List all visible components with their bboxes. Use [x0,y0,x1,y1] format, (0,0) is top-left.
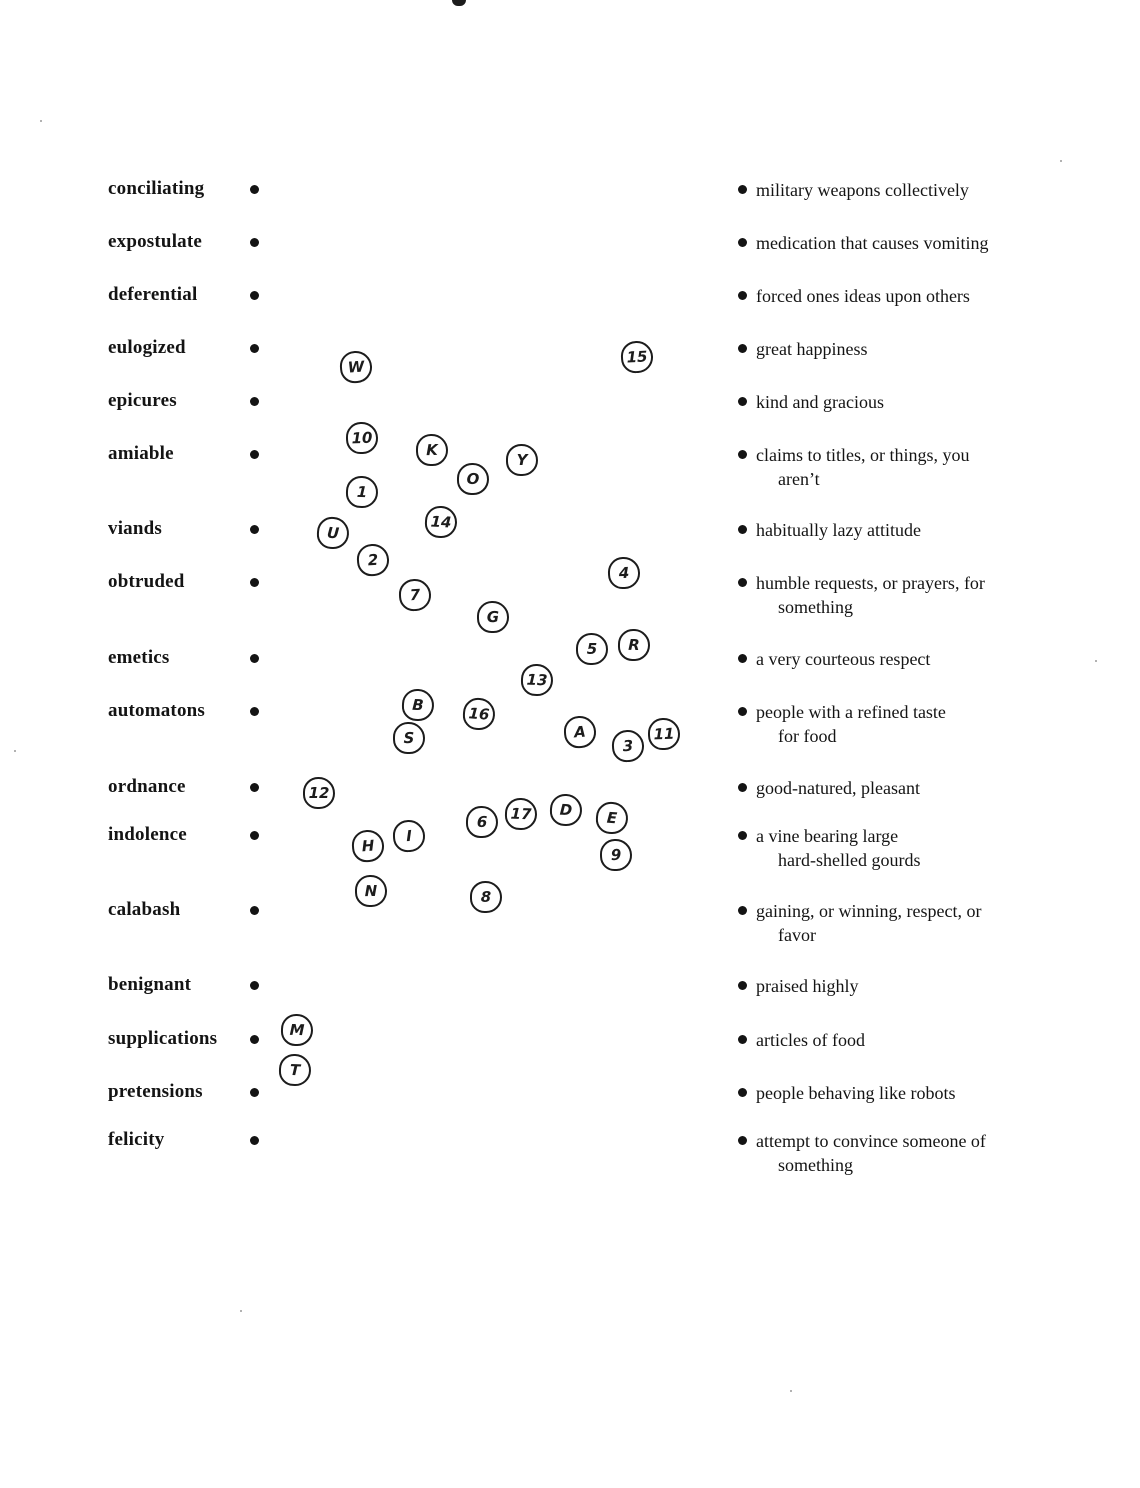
answer-mark: O [457,463,490,496]
answer-mark: W [339,350,373,384]
answer-mark: K [416,434,449,467]
definition-line1: kind and gracious [756,392,884,412]
definition-text [756,824,1056,872]
definition-line2: favor [778,925,816,945]
answer-mark: D [549,793,583,827]
word-label: indolence [108,824,187,845]
word-bullet [250,238,259,247]
word-bullet [250,397,259,406]
definition-text [756,571,1056,619]
definition-bullet [738,783,747,792]
word-bullet [250,578,259,587]
answer-mark: 9 [599,838,632,871]
definition-line1: medication that causes vomiting [756,233,989,253]
definition-bullet [738,238,747,247]
definition-line2: aren’t [778,469,820,489]
scan-speck [14,750,16,752]
answer-mark: 4 [607,556,640,589]
word-label: viands [108,518,163,539]
answer-mark: 14 [424,505,458,539]
word-label: expostulate [108,231,203,252]
word-label: ordnance [108,776,186,797]
word-bullet [250,1136,259,1145]
definition-line1: habitually lazy attitude [756,520,921,540]
word-label: obtruded [108,571,185,592]
answer-mark: H [351,829,385,863]
answer-mark: E [595,801,629,835]
answer-mark: 5 [576,633,608,665]
definition-text [756,390,1056,414]
definition-bullet [738,1136,747,1145]
answer-mark: N [355,875,388,908]
definition-line1: people behaving like robots [756,1083,956,1103]
definition-text [756,178,1056,202]
definition-bullet [738,906,747,915]
answer-mark: B [401,688,435,722]
word-bullet [250,707,259,716]
word-bullet [250,783,259,792]
definition-bullet [738,450,747,459]
word-label: benignant [108,974,192,995]
word-label: conciliating [108,178,205,199]
definition-bullet [738,831,747,840]
word-bullet [250,185,259,194]
definition-text [756,443,1056,491]
word-bullet [250,831,259,840]
scan-speck [240,1310,242,1312]
definition-line1: military weapons collectively [756,180,969,200]
answer-mark: R [618,629,651,662]
word-bullet [250,981,259,990]
word-bullet [250,291,259,300]
definition-text [756,700,1056,748]
definition-line1: great happiness [756,339,868,359]
scan-speck [790,1390,792,1392]
definition-bullet [738,654,747,663]
definition-line2: something [778,1155,853,1175]
definition-line1: people with a refined taste [756,702,946,722]
definition-text [756,1081,1056,1105]
definition-line1: humble requests, or prayers, for [756,573,985,593]
answer-mark: A [563,715,597,749]
answer-mark: M [281,1014,314,1047]
answer-mark: 13 [520,663,553,696]
word-label: supplications [108,1028,218,1049]
answer-mark: Y [506,444,538,476]
word-bullet [250,1088,259,1097]
definition-text [756,518,1056,542]
definition-text [756,974,1056,998]
definition-bullet [738,707,747,716]
answer-mark: 12 [303,777,335,809]
definition-line1: praised highly [756,976,859,996]
word-label: eulogized [108,337,186,358]
answer-mark: S [393,722,426,755]
word-bullet [250,450,259,459]
word-bullet [250,1035,259,1044]
word-label: deferential [108,284,198,305]
definition-bullet [738,344,747,353]
word-bullet [250,654,259,663]
definition-text [756,899,1056,947]
answer-mark: 15 [620,340,654,374]
word-label: amiable [108,443,174,464]
word-label: automatons [108,700,206,721]
definition-bullet [738,1088,747,1097]
definition-line1: good-natured, pleasant [756,778,920,798]
answer-mark: 17 [504,797,537,830]
definition-text [756,776,1056,800]
definition-bullet [738,981,747,990]
word-label: emetics [108,647,170,668]
answer-mark: U [316,516,350,550]
definition-bullet [738,397,747,406]
scan-speck [1095,660,1097,662]
scan-speck [1060,160,1062,162]
definition-text [756,284,1056,308]
definition-text [756,1028,1056,1052]
definition-line1: claims to titles, or things, you [756,445,970,465]
definition-bullet [738,185,747,194]
answer-mark: I [392,819,426,853]
word-label: epicures [108,390,177,411]
definition-text [756,231,1056,255]
word-label: felicity [108,1129,165,1150]
word-bullet [250,525,259,534]
answer-mark: 16 [462,697,496,731]
definition-line2: hard-shelled gourds [778,850,921,870]
definition-text [756,647,1056,671]
answer-mark: 2 [356,543,390,577]
definition-line1: gaining, or winning, respect, or [756,901,982,921]
definition-line2: for food [778,726,837,746]
answer-mark: 7 [398,578,432,612]
answer-mark: 6 [466,806,499,839]
word-bullet [250,906,259,915]
definition-line1: attempt to convince someone of [756,1131,986,1151]
answer-mark: G [477,601,510,634]
definition-bullet [738,525,747,534]
answer-mark: 11 [647,717,680,750]
definition-line2: something [778,597,853,617]
answer-mark: 1 [345,475,378,508]
word-bullet [250,344,259,353]
definition-text [756,1129,1056,1177]
word-label: calabash [108,899,181,920]
definition-bullet [738,1035,747,1044]
definition-bullet [738,578,747,587]
definition-text [756,337,1056,361]
definition-line1: a vine bearing large [756,826,899,846]
scan-artifact [452,0,466,6]
definition-bullet [738,291,747,300]
answer-mark: 10 [345,421,378,454]
answer-mark: 3 [611,729,645,763]
definition-line1: forced ones ideas upon others [756,286,970,306]
word-label: pretensions [108,1081,203,1102]
answer-mark: T [278,1053,311,1086]
definition-line1: articles of food [756,1030,865,1050]
answer-mark: 8 [470,881,502,913]
definition-line1: a very courteous respect [756,649,931,669]
scan-speck [40,120,42,122]
